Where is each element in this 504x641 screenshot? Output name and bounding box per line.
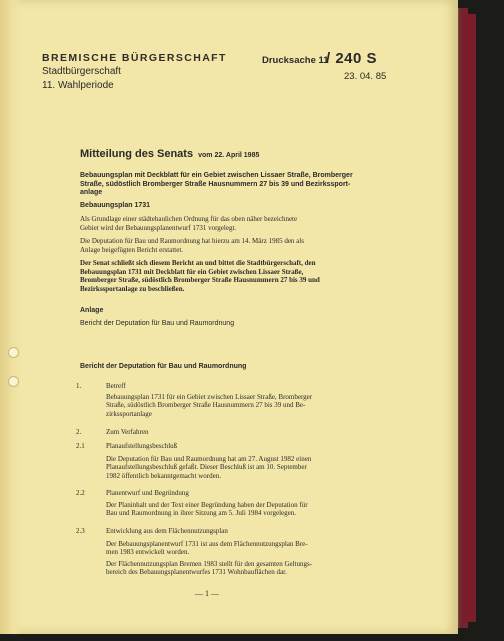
section-number: 1.: [76, 382, 82, 390]
section-number: 2.1: [76, 442, 85, 450]
text-line: Die Deputation für Bau und Raumordnung hat hierzu am 14. März 1985 den als: [80, 237, 304, 245]
title-date: vom 22. April 1985: [198, 152, 260, 159]
text-line: Bromberger Straße, südöstlich Bromberger Straße Hausnummern 27 bis 39 und: [80, 276, 320, 284]
intro-paragraph-3: [80, 259, 380, 293]
section-text: [106, 501, 378, 518]
intro-paragraph-2: [80, 237, 380, 254]
text-line: Bezirkssportanlage zu beschließen.: [80, 284, 185, 293]
organization-name: BREMISCHE BÜRGERSCHAFT: [42, 52, 227, 64]
section-label: Zum Verfahren: [106, 428, 149, 436]
punch-hole: [8, 376, 19, 387]
section-label: Betreff: [106, 382, 126, 390]
anlage-text: Bericht der Deputation für Bau und Raumordnung: [80, 320, 235, 327]
text-line: Bau und Raumordnung in ihrer Sitzung am 5. Juli 1984 vorgelegen.: [106, 509, 297, 518]
document-date: 23. 04. 85: [344, 71, 387, 82]
subject-line: Bebauungsplan mit Deckblatt für ein Gebiet zwischen Lissaer Straße, Bromberger: [80, 172, 353, 179]
section-label: Entwicklung aus dem Flächennutzungsplan: [106, 527, 228, 535]
legislative-period: 11. Wahlperiode: [42, 80, 114, 91]
text-line: Straße, südöstlich Bromberger Straße Hausnummern 27 bis 39 und Be-: [106, 401, 306, 410]
text-line: 1982 öffentlich bekanntgemacht worden.: [106, 471, 221, 480]
text-line: zirkssportanlage: [106, 409, 152, 418]
section-number: 2.2: [76, 489, 85, 497]
subject-plan: Bebauungsplan 1731: [80, 201, 151, 209]
text-line: Der Flächennutzungsplan Bremen 1983 stellt für den gesamten Geltungs-: [106, 559, 313, 568]
page-fold: [0, 0, 22, 634]
text-line: Bebauungsplan 1731 für ein Gebiet zwischen Lissaer Straße, Bromberger: [106, 393, 313, 401]
anlage-label: Anlage: [80, 307, 104, 314]
report-heading: Bericht der Deputation für Bau und Raumordnung: [80, 363, 247, 370]
text-line: Planaufstellungsbeschluß gefaßt. Dieser Beschluß ist am 10. September: [106, 463, 307, 472]
section-label: Planaufstellungsbeschluß: [106, 442, 178, 450]
section-label: Planentwurf und Begründung: [106, 489, 189, 497]
intro-paragraph-1: [80, 215, 380, 232]
text-line: bereich des Bebauungsplanentwurfes 1731 Wohnbauflächen dar.: [106, 568, 287, 577]
binder-cover-edge: [462, 14, 476, 622]
section-number: 2.: [76, 428, 82, 436]
text-line: Anlage beigefügten Bericht erstattet.: [80, 245, 184, 254]
section-number: 2.3: [76, 527, 85, 535]
text-line: Gebiet wird der Bebauungsplanentwurf 1731 vorgelegt.: [80, 223, 237, 232]
drucksache-number: / 240 S: [326, 50, 378, 67]
text-line: Bebauungsplan 1731 mit Deckblatt für ein Gebiet zwischen Lissaer Straße,: [80, 267, 304, 276]
subject-line: Straße, südöstlich Bromberger Straße Hausnummern 27 bis 39 und Bezirkssport-: [80, 180, 351, 188]
title-main: Mitteilung des Senats: [80, 148, 194, 160]
drucksache-label: Drucksache 11: [262, 55, 329, 66]
punch-hole: [8, 347, 19, 358]
section-text: [106, 540, 378, 577]
subject-line: anlage: [80, 189, 103, 196]
subject-block: [80, 172, 380, 210]
text-line: Der Senat schließt sich diesem Bericht an und bittet die Stadtbürgerschaft, den: [80, 259, 316, 267]
chamber-name: Stadtbürgerschaft: [42, 66, 121, 77]
page-number: — 1 —: [195, 589, 219, 598]
text-line: Der Planinhalt und der Text einer Begründung haben der Deputation für: [106, 501, 308, 509]
section-text: [106, 455, 378, 480]
text-line: Als Grundlage einer städtebaulichen Ordnung für das oben näher bezeichnete: [80, 215, 298, 223]
text-line: men 1983 entwickelt worden.: [106, 548, 190, 557]
document-title: [80, 148, 259, 160]
text-line: Der Bebauungsplanentwurf 1731 ist aus dem Flächennutzungsplan Bre-: [106, 540, 308, 548]
section-text: [106, 393, 378, 418]
text-line: Die Deputation für Bau und Raumordnung hat am 27. August 1982 einen: [106, 455, 312, 463]
